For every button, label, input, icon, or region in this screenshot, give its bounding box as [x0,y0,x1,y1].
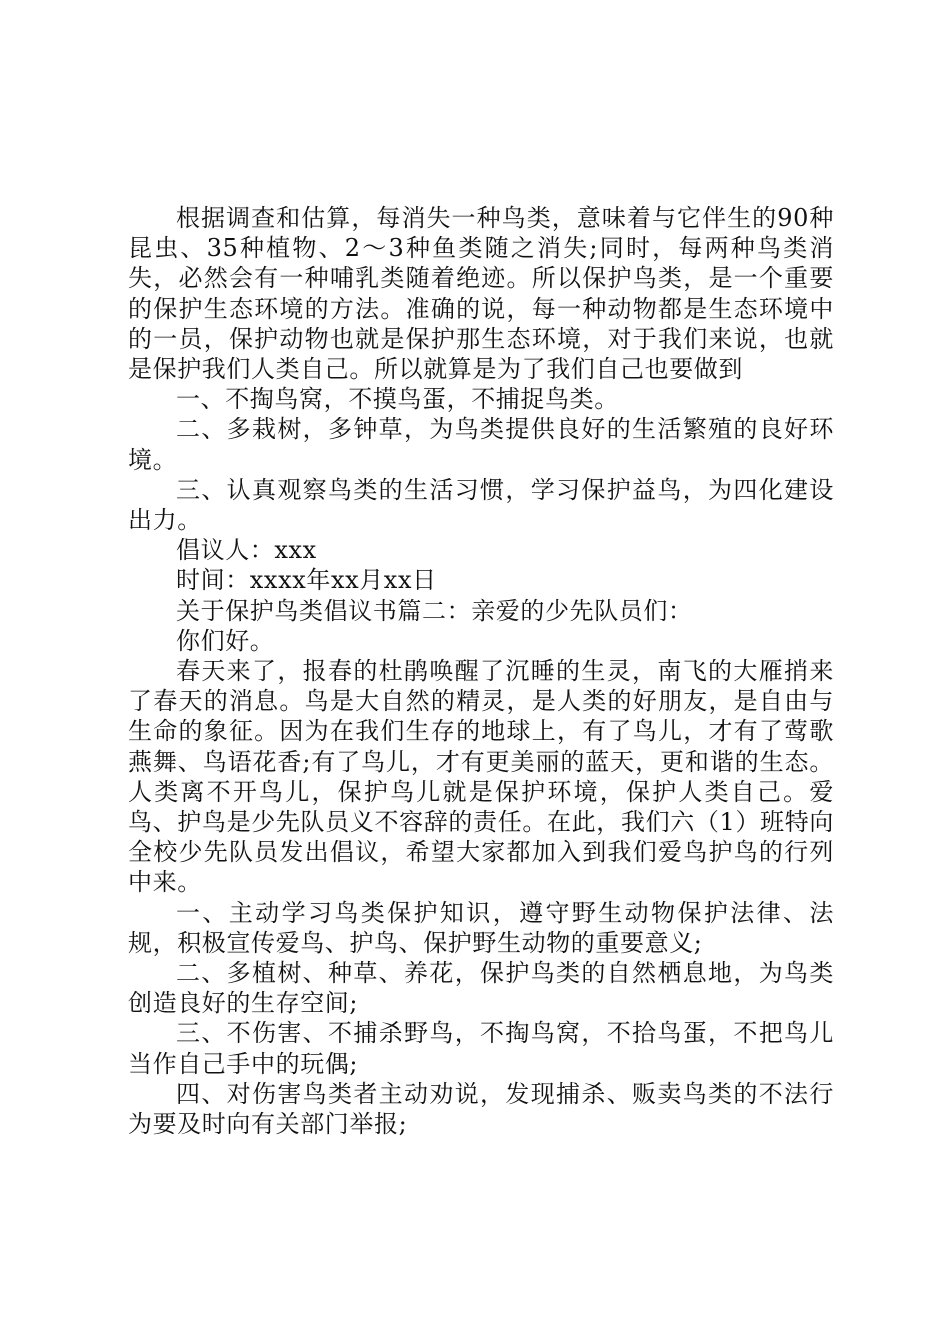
section-two-heading: 关于保护鸟类倡议书篇二：亲爱的少先队员们： [176,596,693,625]
greeting-line: 你们好。 [176,626,275,655]
proposal-item-3: 三、不伤害、不捕杀野鸟，不掏鸟窝，不拾鸟蛋，不把鸟儿当作自己手中的玩偶; [128,1019,834,1078]
intro-paragraph: 根据调查和估算，每消失一种鸟类，意味着与它伴生的90种昆虫、35种植物、2～3种鱼类随之消失;同时，每两种鸟类消失，必然会有一种哺乳类随着绝迹。所以保护鸟类，是一个重要的保护生态环境的方法。准确的说，每一种动物都是生态环境中的一员，保护动物也就是保护那生态环境，对于我们来说，也就是保护我们人类自己。所以就算是为了我们自己也要做到 [128,204,834,384]
proposal-item-1: 一、主动学习鸟类保护知识，遵守野生动物保护法律、法规，积极宣传爱鸟、护鸟、保护野生动物的重要意义; [128,898,834,957]
proposal-item-2: 二、多植树、种草、养花，保护鸟类的自然栖息地，为鸟类创造良好的生存空间; [128,959,834,1018]
spring-paragraph: 春天来了，报春的杜鹃唤醒了沉睡的生灵，南飞的大雁捎来了春天的消息。鸟是大自然的精灵，是人类的好朋友，是自由与生命的象征。因为在我们生存的地球上，有了鸟儿，才有了莺歌燕舞、鸟语花香;有了鸟儿，才有更美丽的蓝天，更和谐的生态。人类离不开鸟儿，保护鸟儿就是保护环境，保护人类自己。爱鸟、护鸟是少先队员义不容辞的责任。在此，我们六（1）班特向全校少先队员发出倡议，希望大家都加入到我们爱鸟护鸟的行列中来。 [128,657,834,897]
pledge-item-1: 一、不掏鸟窝，不摸鸟蛋，不捕捉鸟类。 [176,385,619,414]
proposer-line: 倡议人：xxx [176,536,317,565]
date-line: 时间：xxxx年xx月xx日 [176,566,437,595]
pledge-item-2: 二、多栽树，多钟草，为鸟类提供良好的生活繁殖的良好环境。 [128,415,834,474]
document-body [128,203,834,1139]
pledge-item-3: 三、认真观察鸟类的生活习惯，学习保护益鸟，为四化建设出力。 [128,475,834,535]
proposal-item-4: 四、对伤害鸟类者主动劝说，发现捕杀、贩卖鸟类的不法行为要及时向有关部门举报; [128,1079,834,1139]
